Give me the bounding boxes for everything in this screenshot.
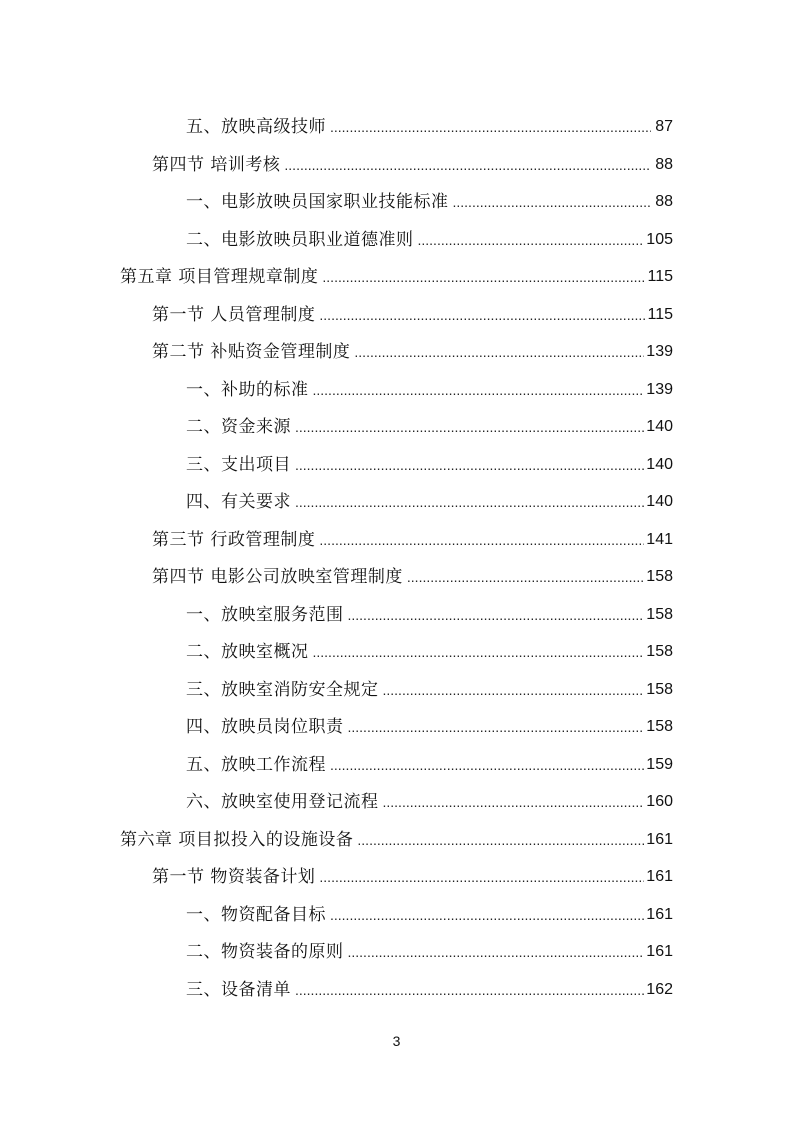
- toc-leader-dots: [319, 866, 644, 888]
- toc-entry[interactable]: [152, 290, 673, 326]
- toc-leader-dots: [295, 491, 644, 513]
- toc-entry-page: 158: [646, 605, 673, 623]
- toc-leader-dots: [330, 116, 651, 138]
- toc-entry[interactable]: [186, 440, 673, 476]
- toc-entry-page: 115: [647, 305, 673, 323]
- toc-entry[interactable]: [186, 215, 673, 251]
- toc-entry-title: 二、放映室概况: [186, 642, 309, 662]
- toc-entry-page: 140: [646, 418, 673, 435]
- toc-entry-page: 139: [646, 343, 673, 360]
- toc-entry-title: 四、放映员岗位职责: [186, 717, 344, 737]
- toc-entry-title: 第二节 补贴资金管理制度: [152, 342, 351, 362]
- toc-entry-page: 159: [646, 755, 673, 773]
- page-number: 3: [392, 1033, 401, 1049]
- toc-entry[interactable]: [186, 402, 673, 438]
- toc-leader-dots: [383, 679, 645, 701]
- toc-entry-title: 第五章 项目管理规章制度: [120, 267, 319, 287]
- toc-entry-page: 87: [655, 118, 673, 135]
- toc-entry[interactable]: [152, 515, 673, 551]
- toc-entry[interactable]: [152, 552, 673, 588]
- toc-leader-dots: [348, 716, 645, 738]
- toc-leader-dots: [319, 304, 645, 326]
- toc-leader-dots: [354, 341, 644, 363]
- toc-entry[interactable]: [120, 252, 673, 288]
- toc-entry-page: 115: [647, 268, 673, 285]
- toc-leader-dots: [319, 529, 644, 551]
- toc-entry-page: 105: [646, 230, 673, 248]
- toc-entry-title: 一、物资配备目标: [186, 904, 326, 925]
- toc-entry[interactable]: [186, 890, 673, 926]
- toc-entry-title: 一、放映室服务范围: [186, 604, 344, 625]
- toc-entry-page: 158: [646, 680, 673, 698]
- toc-entry-page: 139: [646, 380, 673, 398]
- toc-entry[interactable]: [186, 665, 673, 701]
- toc-leader-dots: [453, 191, 652, 213]
- toc-entry-title: 三、放映室消防安全规定: [186, 679, 379, 700]
- toc-entry-title: 一、电影放映员国家职业技能标准: [186, 192, 449, 212]
- toc-leader-dots: [313, 641, 645, 663]
- toc-entry-page: 88: [655, 155, 673, 173]
- toc-entry-title: 三、设备清单: [186, 979, 291, 1000]
- toc-leader-dots: [330, 904, 644, 926]
- toc-entry-title: 第三节 行政管理制度: [152, 529, 316, 550]
- toc-entry-title: 二、电影放映员职业道德准则: [186, 229, 414, 250]
- toc-leader-dots: [322, 266, 645, 288]
- toc-entry-title: 第一节 人员管理制度: [152, 304, 316, 325]
- toc-entry[interactable]: [120, 815, 673, 851]
- toc-entry-title: 三、支出项目: [186, 454, 291, 475]
- toc-entry[interactable]: [186, 702, 673, 738]
- toc-entry-title: 一、补助的标准: [186, 379, 309, 400]
- toc-entry[interactable]: [186, 590, 673, 626]
- toc-leader-dots: [295, 979, 644, 1001]
- toc-entry[interactable]: [186, 477, 673, 513]
- toc-entry[interactable]: [186, 102, 673, 138]
- toc-leader-dots: [284, 154, 651, 176]
- toc-entry[interactable]: [152, 140, 673, 176]
- toc-leader-dots: [418, 229, 645, 251]
- toc-leader-dots: [383, 791, 645, 813]
- toc-entry-title: 第六章 项目拟投入的设施设备: [120, 829, 354, 850]
- toc-entry-title: 二、物资装备的原则: [186, 942, 344, 962]
- toc-entry[interactable]: [152, 327, 673, 363]
- toc-entry-title: 五、放映工作流程: [186, 754, 326, 775]
- toc-entry-page: 158: [646, 568, 673, 585]
- toc-leader-dots: [348, 604, 645, 626]
- toc-leader-dots: [295, 454, 644, 476]
- toc-entry-page: 88: [655, 193, 673, 210]
- toc-entry-title: 二、资金来源: [186, 417, 291, 437]
- toc-entry-page: 140: [646, 455, 673, 473]
- toc-leader-dots: [330, 754, 644, 776]
- toc-entry[interactable]: [186, 365, 673, 401]
- toc-entry[interactable]: [186, 740, 673, 776]
- toc-entry-title: 第四节 培训考核: [152, 154, 281, 175]
- toc-leader-dots: [313, 379, 645, 401]
- toc-entry-title: 四、有关要求: [186, 492, 291, 512]
- toc-entry-page: 162: [646, 980, 673, 998]
- toc-entry[interactable]: [186, 927, 673, 963]
- toc-entry-title: 第一节 物资装备计划: [152, 867, 316, 887]
- toc-leader-dots: [295, 416, 644, 438]
- toc-entry-page: 161: [646, 830, 673, 848]
- toc-entry-page: 161: [646, 905, 673, 923]
- toc-entry-page: 141: [646, 530, 673, 548]
- toc-entry[interactable]: [186, 177, 673, 213]
- toc-entry-title: 六、放映室使用登记流程: [186, 792, 379, 812]
- toc-entry-title: 五、放映高级技师: [186, 117, 326, 137]
- toc-entry-title: 第四节 电影公司放映室管理制度: [152, 567, 403, 587]
- toc-entry-page: 158: [646, 718, 673, 735]
- toc-leader-dots: [357, 829, 644, 851]
- toc-entry-page: 140: [646, 493, 673, 510]
- toc-entry[interactable]: [186, 627, 673, 663]
- toc-entry-page: 161: [646, 943, 673, 960]
- toc-entry[interactable]: [186, 777, 673, 813]
- toc-entry-page: 161: [646, 868, 673, 885]
- toc-leader-dots: [407, 566, 644, 588]
- toc-entry-page: 158: [646, 643, 673, 660]
- toc-entry[interactable]: [186, 965, 673, 1001]
- toc-entry-page: 160: [646, 793, 673, 810]
- toc-leader-dots: [348, 941, 645, 963]
- toc-entry[interactable]: [152, 852, 673, 888]
